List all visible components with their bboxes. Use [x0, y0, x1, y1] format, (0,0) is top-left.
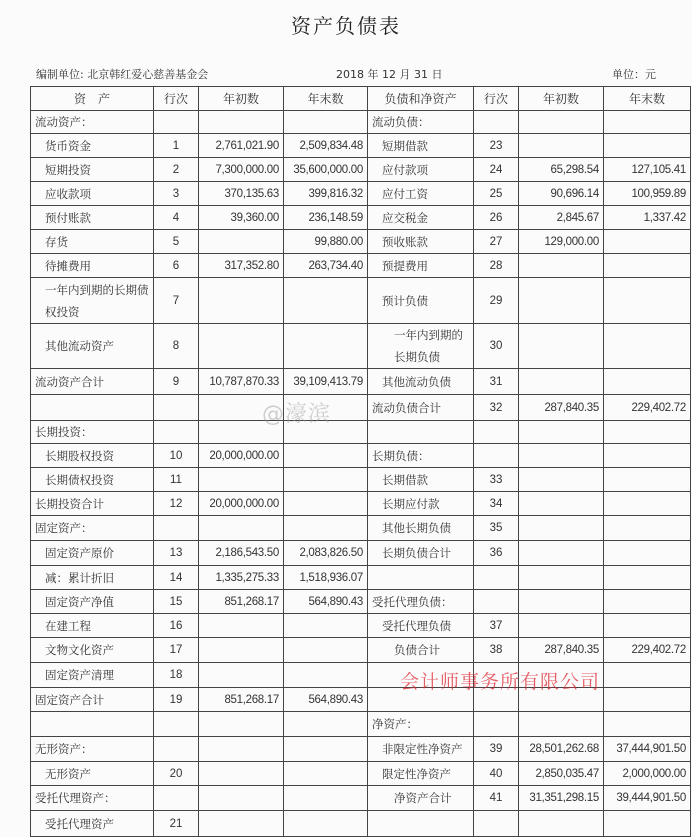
- liability-begin-balance: [519, 254, 604, 278]
- asset-item: 减：累计折旧: [31, 566, 154, 590]
- liability-begin-balance: [519, 590, 604, 614]
- liability-item: 限定性净资产: [368, 762, 474, 786]
- table-row: [31, 158, 691, 182]
- table-row: [31, 541, 691, 566]
- liability-begin-balance: 65,298.54: [519, 158, 604, 182]
- asset-item: 待摊费用: [31, 254, 154, 278]
- asset-item: 应收款项: [31, 182, 154, 206]
- asset-item: 流动资产合计: [31, 369, 154, 395]
- asset-end-balance: [284, 324, 368, 369]
- asset-begin-balance: [199, 230, 284, 254]
- asset-item: 长期股权投资: [31, 444, 154, 468]
- liability-line-no: 40: [474, 762, 519, 786]
- asset-line-no: 17: [154, 638, 199, 663]
- asset-item: 其他流动资产: [31, 324, 154, 369]
- page-title: 资产负债表: [291, 14, 401, 38]
- asset-item: 长期投资合计: [31, 492, 154, 516]
- asset-item: 长期债权投资: [31, 468, 154, 492]
- liability-begin-balance: [519, 111, 604, 134]
- asset-item: 货币资金: [31, 134, 154, 158]
- liability-item: 受托代理负债: [368, 614, 474, 638]
- asset-item: 无形资产: [31, 762, 154, 786]
- asset-begin-balance: 39,360.00: [199, 206, 284, 230]
- asset-begin-balance: 20,000,000.00: [199, 492, 284, 516]
- liability-begin-balance: 287,840.35: [519, 395, 604, 421]
- asset-begin-balance: 851,268.17: [199, 688, 284, 712]
- liability-line-no: 31: [474, 369, 519, 395]
- liability-begin-balance: [519, 278, 604, 324]
- liability-begin-balance: 129,000.00: [519, 230, 604, 254]
- asset-begin-balance: [199, 737, 284, 762]
- table-row: [31, 811, 691, 837]
- liability-item: [368, 566, 474, 590]
- table-row: [31, 492, 691, 516]
- liability-line-no: 37: [474, 614, 519, 638]
- asset-line-no: 5: [154, 230, 199, 254]
- liability-end-balance: 229,402.72: [604, 395, 691, 421]
- asset-end-balance: 1,518,936.07: [284, 566, 368, 590]
- liability-begin-balance: 2,845.67: [519, 206, 604, 230]
- table-row: [31, 566, 691, 590]
- liability-line-no: 30: [474, 324, 519, 369]
- asset-end-balance: [284, 614, 368, 638]
- liability-end-balance: [604, 278, 691, 324]
- liability-begin-balance: [519, 134, 604, 158]
- asset-line-no: [154, 516, 199, 541]
- asset-item: 固定资产净值: [31, 590, 154, 614]
- liability-item: 非限定性净资产: [368, 737, 474, 762]
- asset-begin-balance: [199, 811, 284, 837]
- liability-item: [368, 421, 474, 444]
- column-header: 年初数: [199, 87, 284, 111]
- asset-line-no: 12: [154, 492, 199, 516]
- table-row: [31, 614, 691, 638]
- asset-end-balance: [284, 516, 368, 541]
- liability-begin-balance: [519, 468, 604, 492]
- liability-line-no: 25: [474, 182, 519, 206]
- liability-line-no: [474, 111, 519, 134]
- asset-line-no: 2: [154, 158, 199, 182]
- asset-line-no: [154, 786, 199, 811]
- column-header: 资 产: [31, 87, 154, 111]
- table-row: [31, 254, 691, 278]
- liability-end-balance: 2,000,000.00: [604, 762, 691, 786]
- asset-begin-balance: 317,352.80: [199, 254, 284, 278]
- asset-begin-balance: [199, 712, 284, 737]
- asset-end-balance: [284, 762, 368, 786]
- liability-item: 其他流动负债: [368, 369, 474, 395]
- asset-end-balance: 236,148.59: [284, 206, 368, 230]
- liability-line-no: [474, 811, 519, 837]
- asset-end-balance: [284, 444, 368, 468]
- asset-end-balance: [284, 811, 368, 837]
- asset-line-no: 7: [154, 278, 199, 324]
- asset-line-no: 6: [154, 254, 199, 278]
- liability-end-balance: [604, 111, 691, 134]
- liability-line-no: 29: [474, 278, 519, 324]
- table-row: [31, 395, 691, 421]
- liability-end-balance: [604, 590, 691, 614]
- asset-line-no: [154, 421, 199, 444]
- liability-item: 流动负债合计: [368, 395, 474, 421]
- liability-end-balance: [604, 516, 691, 541]
- liability-end-balance: [604, 324, 691, 369]
- asset-line-no: 16: [154, 614, 199, 638]
- asset-end-balance: 39,109,413.79: [284, 369, 368, 395]
- asset-item: 文物文化资产: [31, 638, 154, 663]
- asset-line-no: [154, 712, 199, 737]
- asset-end-balance: [284, 278, 368, 324]
- liability-begin-balance: [519, 369, 604, 395]
- asset-item: 预付账款: [31, 206, 154, 230]
- table-row: [31, 737, 691, 762]
- asset-line-no: 14: [154, 566, 199, 590]
- table-row: [31, 786, 691, 811]
- asset-line-no: 18: [154, 663, 199, 688]
- table-header-row: [31, 87, 691, 111]
- asset-line-no: 9: [154, 369, 199, 395]
- asset-line-no: 10: [154, 444, 199, 468]
- table-row: [31, 712, 691, 737]
- liability-begin-balance: [519, 492, 604, 516]
- liability-end-balance: 39,444,901.50: [604, 786, 691, 811]
- liability-end-balance: [604, 421, 691, 444]
- asset-begin-balance: [199, 638, 284, 663]
- asset-end-balance: 564,890.43: [284, 590, 368, 614]
- liability-line-no: 33: [474, 468, 519, 492]
- table-row: [31, 516, 691, 541]
- liability-line-no: 32: [474, 395, 519, 421]
- asset-line-no: 11: [154, 468, 199, 492]
- liability-end-balance: 37,444,901.50: [604, 737, 691, 762]
- liability-end-balance: [604, 688, 691, 712]
- liability-line-no: [474, 566, 519, 590]
- asset-item: 固定资产清理: [31, 663, 154, 688]
- table-row: [31, 182, 691, 206]
- table-row: [31, 324, 691, 369]
- asset-item: [31, 712, 154, 737]
- asset-item: 受托代理资产: [31, 811, 154, 837]
- liability-line-no: 38: [474, 638, 519, 663]
- asset-line-no: [154, 395, 199, 421]
- liability-item: 短期借款: [368, 134, 474, 158]
- asset-begin-balance: 20,000,000.00: [199, 444, 284, 468]
- asset-line-no: [154, 737, 199, 762]
- liability-line-no: 41: [474, 786, 519, 811]
- liability-begin-balance: 31,351,298.15: [519, 786, 604, 811]
- liability-item: 应付款项: [368, 158, 474, 182]
- liability-end-balance: 1,337.42: [604, 206, 691, 230]
- liability-item: [368, 811, 474, 837]
- asset-end-balance: 399,816.32: [284, 182, 368, 206]
- liability-item: 一年内到期的长期负债: [368, 324, 474, 369]
- asset-end-balance: [284, 737, 368, 762]
- liability-end-balance: [604, 614, 691, 638]
- asset-end-balance: [284, 663, 368, 688]
- liability-item: 长期负债合计: [368, 541, 474, 566]
- asset-line-no: [154, 111, 199, 134]
- liability-item: 预收账款: [368, 230, 474, 254]
- liability-item: 长期应付款: [368, 492, 474, 516]
- liability-end-balance: [604, 663, 691, 688]
- liability-begin-balance: [519, 566, 604, 590]
- asset-line-no: 21: [154, 811, 199, 837]
- currency-unit: 单位：元: [612, 68, 656, 81]
- column-header: 行次: [474, 87, 519, 111]
- liability-end-balance: [604, 811, 691, 837]
- preparing-unit: 编制单位: 北京韩红爱心慈善基金会: [36, 68, 209, 81]
- liability-begin-balance: [519, 444, 604, 468]
- liability-line-no: [474, 421, 519, 444]
- liability-line-no: [474, 590, 519, 614]
- asset-item: 一年内到期的长期债权投资: [31, 278, 154, 324]
- liability-item: 其他长期负债: [368, 516, 474, 541]
- liability-item: 净资产合计: [368, 786, 474, 811]
- liability-end-balance: 100,959.89: [604, 182, 691, 206]
- liability-end-balance: [604, 468, 691, 492]
- asset-end-balance: 564,890.43: [284, 688, 368, 712]
- table-row: [31, 638, 691, 663]
- liability-line-no: 34: [474, 492, 519, 516]
- liability-end-balance: [604, 230, 691, 254]
- asset-end-balance: [284, 111, 368, 134]
- liability-item: 长期借款: [368, 468, 474, 492]
- asset-item: 短期投资: [31, 158, 154, 182]
- asset-begin-balance: 10,787,870.33: [199, 369, 284, 395]
- asset-item: 固定资产原价: [31, 541, 154, 566]
- liability-line-no: 26: [474, 206, 519, 230]
- asset-item: 无形资产：: [31, 737, 154, 762]
- asset-end-balance: 2,509,834.48: [284, 134, 368, 158]
- liability-item: 应付工资: [368, 182, 474, 206]
- liability-line-no: 28: [474, 254, 519, 278]
- liability-begin-balance: [519, 421, 604, 444]
- liability-line-no: 35: [474, 516, 519, 541]
- liability-begin-balance: [519, 541, 604, 566]
- liability-item: 预计负债: [368, 278, 474, 324]
- liability-item: 受托代理负债：: [368, 590, 474, 614]
- asset-item: 流动资产：: [31, 111, 154, 134]
- asset-begin-balance: [199, 278, 284, 324]
- liability-begin-balance: [519, 516, 604, 541]
- table-row: [31, 206, 691, 230]
- report-date: 2018 年 12 月 31 日: [336, 68, 443, 81]
- table-row: [31, 111, 691, 134]
- asset-begin-balance: 851,268.17: [199, 590, 284, 614]
- table-row: [31, 762, 691, 786]
- asset-end-balance: 2,083,826.50: [284, 541, 368, 566]
- asset-line-no: 20: [154, 762, 199, 786]
- asset-line-no: 15: [154, 590, 199, 614]
- liability-item: 应交税金: [368, 206, 474, 230]
- auditor-seal: 会计师事务所有限公司: [400, 671, 601, 693]
- table-row: [31, 230, 691, 254]
- liability-line-no: 36: [474, 541, 519, 566]
- asset-line-no: 19: [154, 688, 199, 712]
- liability-item: 长期负债：: [368, 444, 474, 468]
- liability-item: 净资产：: [368, 712, 474, 737]
- liability-item: 负债合计: [368, 638, 474, 663]
- liability-item: 预提费用: [368, 254, 474, 278]
- asset-item: 受托代理资产：: [31, 786, 154, 811]
- asset-begin-balance: [199, 324, 284, 369]
- liability-line-no: 24: [474, 158, 519, 182]
- table-row: [31, 590, 691, 614]
- table-row: [31, 421, 691, 444]
- column-header: 负债和净资产: [368, 87, 474, 111]
- asset-begin-balance: [199, 516, 284, 541]
- asset-item: 在建工程: [31, 614, 154, 638]
- liability-end-balance: [604, 712, 691, 737]
- balance-sheet-table: [30, 86, 691, 837]
- asset-begin-balance: [199, 111, 284, 134]
- asset-begin-balance: [199, 468, 284, 492]
- asset-line-no: 8: [154, 324, 199, 369]
- liability-end-balance: [604, 444, 691, 468]
- table-row: [31, 468, 691, 492]
- asset-begin-balance: 1,335,275.33: [199, 566, 284, 590]
- asset-end-balance: [284, 638, 368, 663]
- liability-begin-balance: 28,501,262.68: [519, 737, 604, 762]
- liability-line-no: 27: [474, 230, 519, 254]
- asset-item: 固定资产：: [31, 516, 154, 541]
- table-row: [31, 134, 691, 158]
- liability-end-balance: [604, 541, 691, 566]
- liability-begin-balance: 90,696.14: [519, 182, 604, 206]
- asset-item: 存货: [31, 230, 154, 254]
- column-header: 年末数: [604, 87, 691, 111]
- liability-end-balance: [604, 134, 691, 158]
- liability-end-balance: [604, 492, 691, 516]
- asset-line-no: 4: [154, 206, 199, 230]
- asset-end-balance: 263,734.40: [284, 254, 368, 278]
- asset-begin-balance: 2,761,021.90: [199, 134, 284, 158]
- liability-begin-balance: [519, 614, 604, 638]
- column-header: 年初数: [519, 87, 604, 111]
- asset-end-balance: [284, 786, 368, 811]
- liability-begin-balance: [519, 811, 604, 837]
- asset-end-balance: [284, 492, 368, 516]
- asset-begin-balance: 2,186,543.50: [199, 541, 284, 566]
- column-header: 年末数: [284, 87, 368, 111]
- liability-line-no: 39: [474, 737, 519, 762]
- liability-begin-balance: [519, 712, 604, 737]
- asset-item: 长期投资：: [31, 421, 154, 444]
- liability-end-balance: [604, 254, 691, 278]
- asset-begin-balance: [199, 762, 284, 786]
- liability-line-no: [474, 712, 519, 737]
- watermark: @濠滨: [262, 402, 332, 427]
- table-row: [31, 369, 691, 395]
- asset-line-no: 13: [154, 541, 199, 566]
- asset-begin-balance: [199, 663, 284, 688]
- liability-begin-balance: 287,840.35: [519, 638, 604, 663]
- column-header: 行次: [154, 87, 199, 111]
- liability-item: 流动负债：: [368, 111, 474, 134]
- asset-line-no: 3: [154, 182, 199, 206]
- liability-line-no: 23: [474, 134, 519, 158]
- liability-end-balance: [604, 369, 691, 395]
- asset-item: 固定资产合计: [31, 688, 154, 712]
- liability-begin-balance: 2,850,035.47: [519, 762, 604, 786]
- asset-item: [31, 395, 154, 421]
- asset-begin-balance: 370,135.63: [199, 182, 284, 206]
- liability-end-balance: [604, 566, 691, 590]
- asset-begin-balance: [199, 786, 284, 811]
- asset-begin-balance: 7,300,000.00: [199, 158, 284, 182]
- liability-line-no: [474, 444, 519, 468]
- liability-begin-balance: [519, 324, 604, 369]
- liability-end-balance: 229,402.72: [604, 638, 691, 663]
- asset-end-balance: [284, 468, 368, 492]
- asset-line-no: 1: [154, 134, 199, 158]
- liability-end-balance: 127,105.41: [604, 158, 691, 182]
- table-row: [31, 278, 691, 324]
- table-row: [31, 444, 691, 468]
- asset-begin-balance: [199, 614, 284, 638]
- asset-end-balance: 35,600,000.00: [284, 158, 368, 182]
- asset-end-balance: 99,880.00: [284, 230, 368, 254]
- asset-end-balance: [284, 712, 368, 737]
